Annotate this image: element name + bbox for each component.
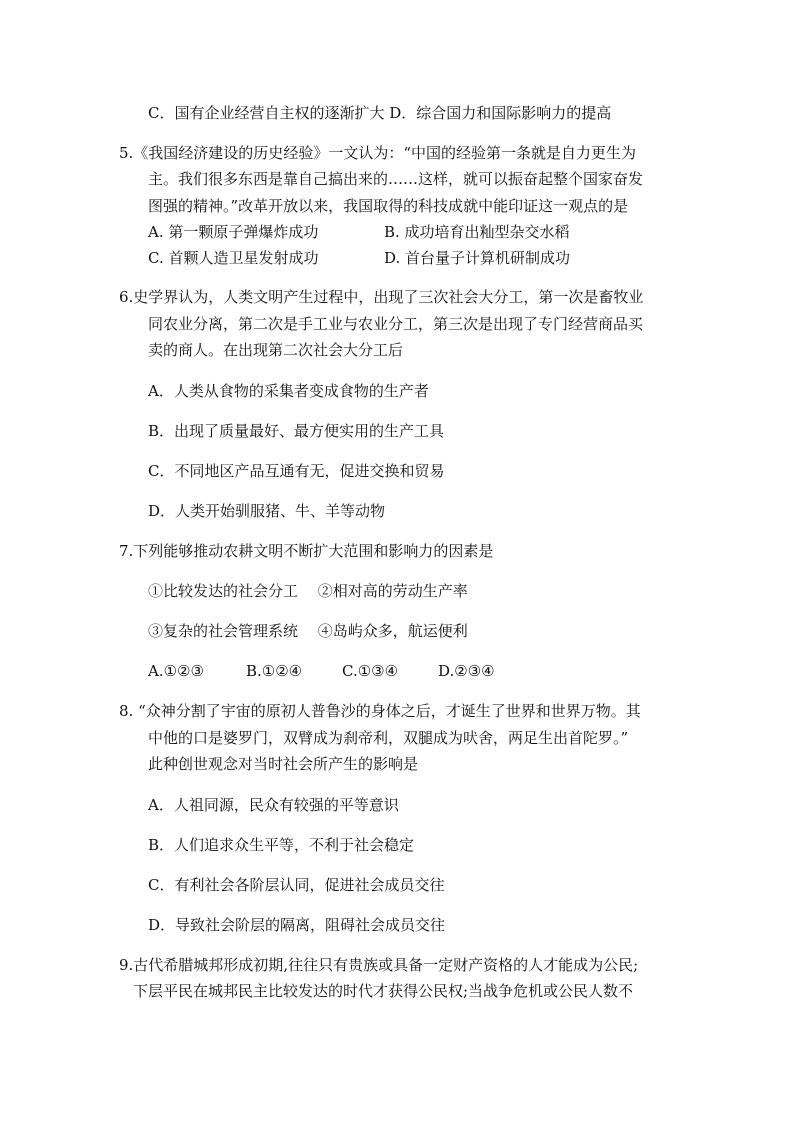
q9-stem-line: 下层平民在城邦民主比较发达的时代才获得公民权;当战争危机或公民人数不: [133, 982, 634, 1000]
q6-stem-line: 卖的商人。在出现第二次社会大分工后: [148, 341, 404, 359]
q6-stem-line: 同农业分离，第二次是手工业与农业分工，第三次是出现了专门经营商品买: [148, 315, 644, 333]
q6-option-d: D．人类开始驯服猪、牛、羊等动物: [148, 502, 386, 520]
q5-option-c: C. 首颗人造卫星发射成功: [148, 249, 319, 267]
q5-option-d: D. 首台量子计算机研制成功: [384, 249, 571, 267]
q7-option-c: C.①③④: [342, 662, 399, 680]
q8-option-c: C．有利社会各阶层认同，促进社会成员交往: [148, 876, 445, 894]
q5-stem-line: 图强的精神。”改革开放以来，我国取得的科技成就中能印证这一观点的是: [148, 197, 629, 215]
q8-option-a: A．人祖同源，民众有较强的平等意识: [148, 796, 399, 814]
q7-option-b: B.①②④: [246, 662, 303, 680]
q6-option-b: B．出现了质量最好、最方便实用的生产工具: [148, 422, 445, 440]
q8-stem-line: 中他的口是婆罗门，双臂成为刹帝利，双腿成为吠舍，两足生出首陀罗。”: [148, 729, 629, 747]
q5-option-b: B. 成功培育出籼型杂交水稻: [384, 223, 570, 241]
q5-option-a: A. 第一颗原子弹爆炸成功: [148, 223, 319, 241]
q4-options-cd: C．国有企业经营自主权的逐渐扩大 D．综合国力和国际影响力的提高: [148, 104, 612, 122]
q5-stem-line: 主。我们很多东西是靠自己搞出来的……这样，就可以振奋起整个国家奋发: [148, 170, 644, 188]
q7-items-row: ③复杂的社会管理系统 ④岛屿众多，航运便利: [148, 622, 468, 640]
q7-option-a: A.①②③: [148, 662, 204, 680]
q7-stem: 7.下列能够推动农耕文明不断扩大范围和影响力的因素是: [119, 542, 494, 560]
q9-stem-line: 9.古代希腊城邦形成初期,往往只有贵族或具备一定财产资格的人才能成为公民;: [119, 956, 639, 974]
q7-option-d: D.②③④: [438, 662, 495, 680]
q8-stem-line: 此种创世观念对当时社会所产生的影响是: [148, 755, 419, 773]
q6-option-c: C．不同地区产品互通有无，促进交换和贸易: [148, 462, 445, 480]
q7-items-row: ①比较发达的社会分工 ②相对高的劳动生产率: [148, 582, 468, 600]
q5-stem-line: 5.《我国经济建设的历史经验》一文认为：“中国的经验第一条就是自力更生为: [119, 144, 636, 162]
q8-option-b: B．人们追求众生平等，不利于社会稳定: [148, 836, 415, 854]
q8-stem-line: 8. “众神分割了宇宙的原初人普鲁沙的身体之后，才诞生了世界和世界万物。其: [119, 702, 641, 720]
q8-option-d: D．导致社会阶层的隔离，阻碍社会成员交往: [148, 916, 446, 934]
q6-stem-line: 6.史学界认为，人类文明产生过程中，出现了三次社会大分工，第一次是畜牧业: [119, 288, 644, 306]
q6-option-a: A．人类从食物的采集者变成食物的生产者: [148, 382, 429, 400]
